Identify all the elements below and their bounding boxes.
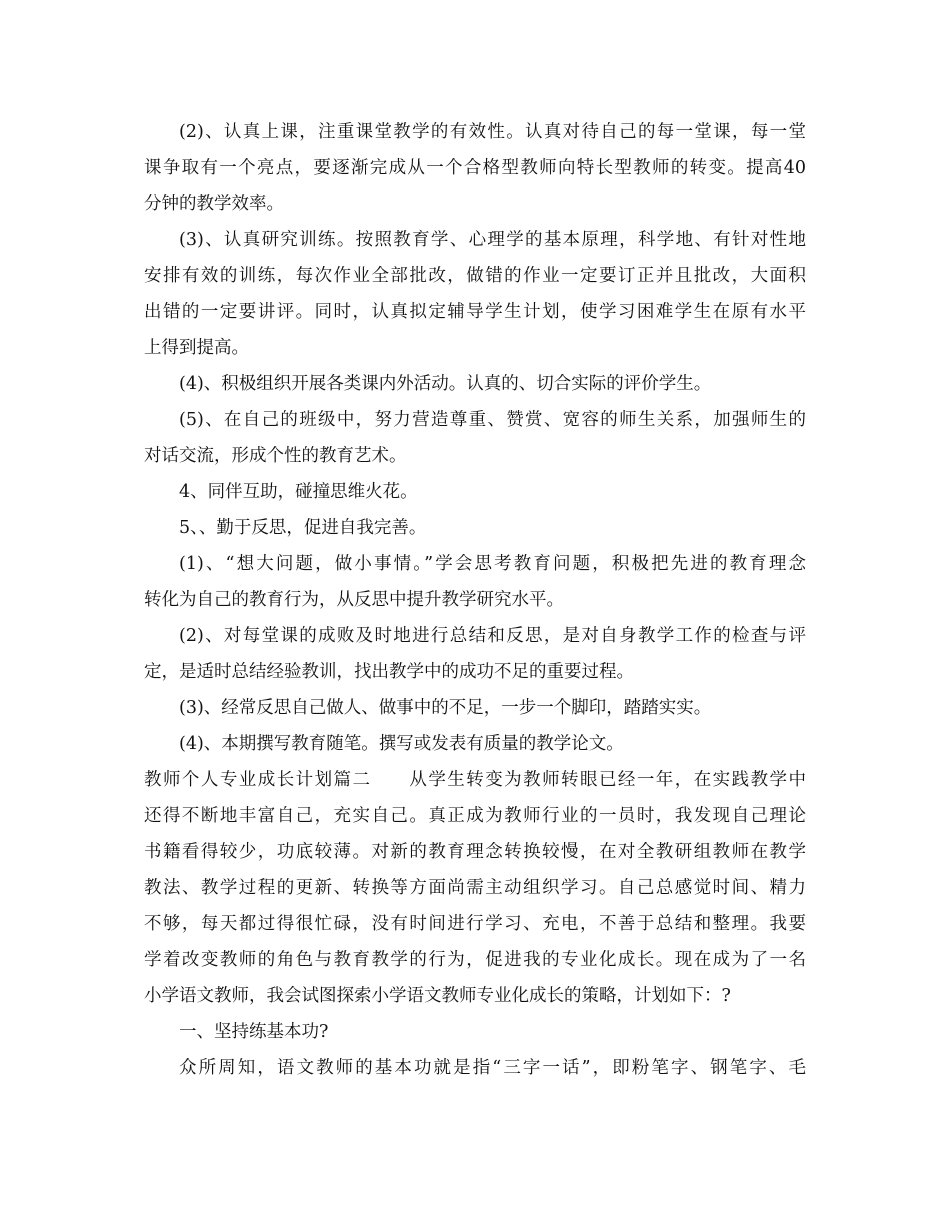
text-line: 分钟的教学效率。 (144, 194, 284, 214)
text-line: 小学语文教师，我会试图探索小学语文教师专业化成长的策略，计划如下：? (144, 986, 731, 1006)
text-line: 一、坚持练基本功? (179, 1022, 329, 1042)
text-line: 转化为自己的教育行为，从反思中提升教学研究水平。 (144, 590, 564, 610)
text-line: 对话交流，形成个性的教育艺术。 (144, 446, 407, 466)
text-line: 书籍看得较少，功底较薄。对新的教育理念转换较慢，在对全教研组教师在教学 (144, 842, 806, 862)
text-line: 出错的一定要讲评。同时，认真拟定辅导学生计划，使学习困难学生在原有水平 (144, 302, 806, 322)
text-line: 课争取有一个亮点，要逐渐完成从一个合格型教师向特长型教师的转变。提高40 (144, 158, 806, 178)
text-line: 学着改变教师的角色与教育教学的行为，促进我的专业化成长。现在成为了一名 (144, 950, 806, 970)
text-line: 上得到提高。 (144, 338, 249, 358)
text-line: (1)、“想大问题，做小事情。”学会思考教育问题，积极把先进的教育理念 (179, 554, 806, 574)
text-line: (5)、在自己的班级中，努力营造尊重、赞赏、宽容的师生关系，加强师生的 (179, 410, 806, 430)
text-line: (4)、积极组织开展各类课内外活动。认真的、切合实际的评价学生。 (179, 374, 712, 394)
text-line: 众所周知，语文教师的基本功就是指“三字一话”，即粉笔字、钢笔字、毛 (179, 1058, 806, 1078)
text-line: 教师个人专业成长计划篇二 从学生转变为教师转眼已经一年，在实践教学中 (144, 770, 806, 790)
text-line: 还得不断地丰富自己，充实自己。真正成为教师行业的一员时，我发现自己理论 (144, 806, 806, 826)
text-line: 安排有效的训练，每次作业全部批改，做错的作业一定要订正并且批改，大面积 (144, 266, 806, 286)
text-line: (3)、认真研究训练。按照教育学、心理学的基本原理，科学地、有针对性地 (179, 230, 806, 250)
text-line: 定，是适时总结经验教训，找出教学中的成功不足的重要过程。 (144, 662, 634, 682)
text-line: (2)、认真上课，注重课堂教学的有效性。认真对待自己的每一堂课，每一堂 (179, 122, 806, 142)
text-line: 5、、勤于反思，促进自我完善。 (179, 518, 427, 538)
text-line: (3)、经常反思自己做人、做事中的不足，一步一个脚印，踏踏实实。 (179, 698, 712, 718)
text-line: 不够，每天都过得很忙碌，没有时间进行学习、充电，不善于总结和整理。我要 (144, 914, 806, 934)
text-line: (2)、对每堂课的成败及时地进行总结和反思，是对自身教学工作的检查与评 (179, 626, 806, 646)
text-line: 教法、教学过程的更新、转换等方面尚需主动组织学习。自己总感觉时间、精力 (144, 878, 806, 898)
text-line: (4)、本期撰写教育随笔。撰写或发表有质量的教学论文。 (179, 734, 624, 754)
text-line: 4、同伴互助，碰撞思维火花。 (179, 482, 418, 502)
